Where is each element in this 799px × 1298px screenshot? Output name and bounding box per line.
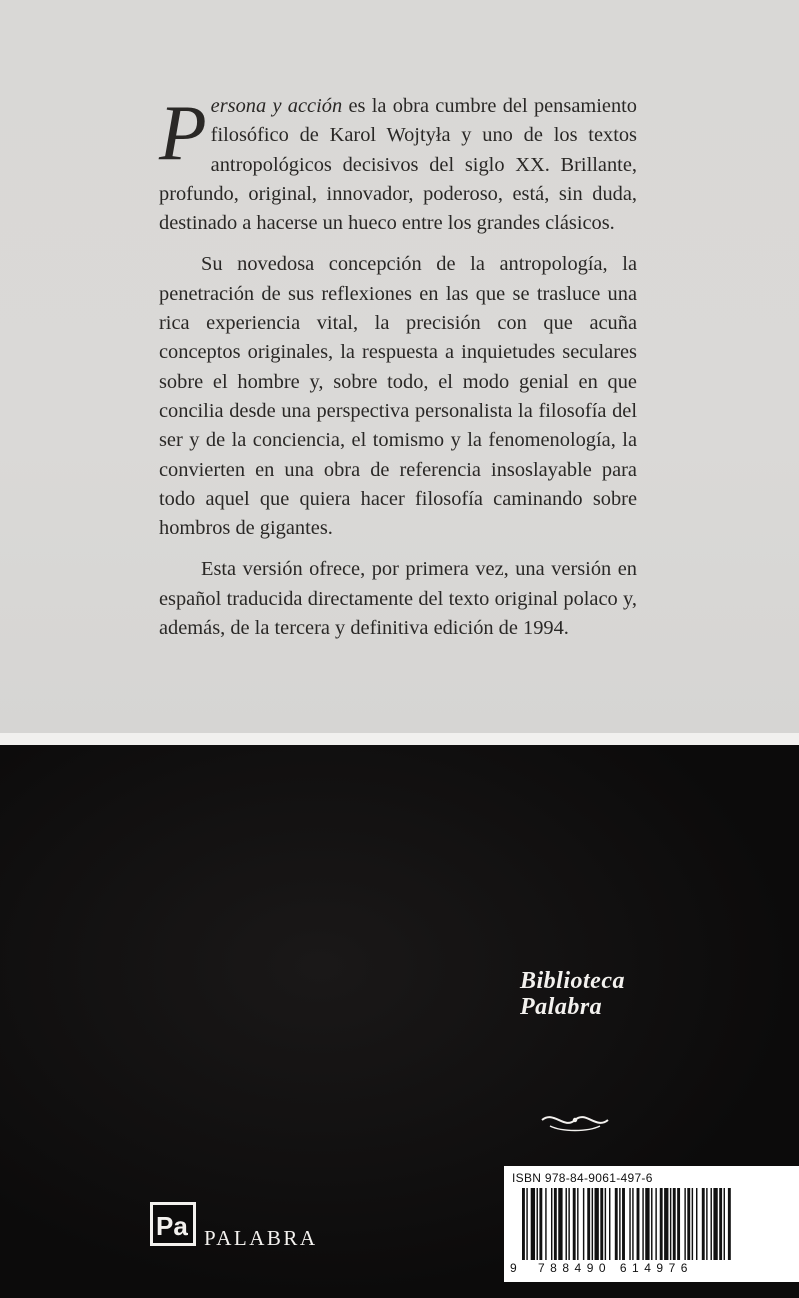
barcode-bar (619, 1188, 620, 1260)
collection-line-2: Palabra (520, 994, 603, 1020)
barcode-bar (592, 1188, 593, 1260)
barcode-bar (692, 1188, 693, 1260)
publisher-logo-letters: Pa (156, 1211, 188, 1241)
barcode-bar (664, 1188, 668, 1260)
barcode-bar (558, 1188, 562, 1260)
blurb-paragraph-3: Esta versión ofrece, por primera vez, una versión en español traducida directamente del texto original polaco y, además, de la tercera y definitiva edición de 1994. (159, 558, 637, 640)
barcode-bar (684, 1188, 685, 1260)
barcode-bar (615, 1188, 618, 1260)
barcode-bar (632, 1188, 633, 1260)
barcode-bar (526, 1188, 527, 1260)
divider-band (0, 733, 799, 745)
barcode-bar (537, 1188, 538, 1260)
drop-cap: P (159, 89, 207, 176)
publisher-logo-icon (153, 1205, 193, 1243)
barcode-bar (554, 1188, 557, 1260)
barcode-bar (568, 1188, 569, 1260)
barcode-bar (660, 1188, 663, 1260)
collection-imprint (520, 968, 640, 1020)
barcode-bar (629, 1188, 630, 1260)
barcode-bar (573, 1188, 576, 1260)
barcode-bar (642, 1188, 643, 1260)
barcode-bars (522, 1188, 784, 1260)
barcode-bar (719, 1188, 722, 1260)
barcode-bar (545, 1188, 546, 1260)
book-title-italic: ersona y acción (210, 95, 343, 117)
barcode-bar (577, 1188, 578, 1260)
blurb-paragraph-1 (159, 89, 637, 238)
barcode-bar (539, 1188, 542, 1260)
barcode-bar (677, 1188, 680, 1260)
barcode-bar (696, 1188, 697, 1260)
blurb-text (159, 89, 637, 655)
barcode-first-digit: 9 (510, 1261, 517, 1275)
barcode-bar (655, 1188, 656, 1260)
isbn-text: ISBN 978-84-9061-497-6 (512, 1171, 653, 1185)
barcode-bar (670, 1188, 671, 1260)
barcode-bar (566, 1188, 567, 1260)
barcode-digits: 788490 614976 (538, 1261, 693, 1275)
barcode-bar (551, 1188, 552, 1260)
barcode-bar (595, 1188, 599, 1260)
barcode-bar (622, 1188, 625, 1260)
barcode-bar (713, 1188, 717, 1260)
publisher-logo (150, 1202, 196, 1246)
publisher-name: PALABRA (204, 1226, 318, 1250)
barcode-bar (673, 1188, 676, 1260)
collection-line-1: Biblioteca (520, 968, 625, 994)
barcode-bar (609, 1188, 610, 1260)
barcode-bar (637, 1188, 640, 1260)
barcode-bar (651, 1188, 652, 1260)
barcode-bar (583, 1188, 584, 1260)
barcode-bar (728, 1188, 731, 1260)
barcode-bar (724, 1188, 725, 1260)
barcode-bar (702, 1188, 705, 1260)
barcode-bar (531, 1188, 535, 1260)
barcode-bar (600, 1188, 603, 1260)
barcode-bar (687, 1188, 690, 1260)
barcode-bar (605, 1188, 606, 1260)
barcode-bar (522, 1188, 525, 1260)
flourish-ornament-icon (540, 1108, 610, 1134)
barcode-bar (645, 1188, 649, 1260)
blurb-paragraph-1-rest: es la obra cumbre del pensamiento filosófico de Karol Wojtyła y uno de los textos antropológicos decisivos del siglo XX. Brillante, profundo, original, innovador, poderoso, está, sin duda, destinado a hacerse un hueco entre los grandes clásicos. (159, 95, 637, 235)
barcode-bar (711, 1188, 712, 1260)
barcode-label (504, 1166, 799, 1282)
blurb-paragraph-2: Su novedosa concepción de la antropología, la penetración de sus reflexiones en las que se trasluce una rica experiencia vital, la precisión con que acuña conceptos originales, la respuesta a inquietudes seculares sobre el hombre y, sobre todo, el modo genial en que concilia desde una perspectiva personalista la filosofía del ser y de la conciencia, el tomismo y la fenomenología, la convierten en una obra de referencia insoslayable para todo aquel que quiera hacer filosofía caminando sobre hombros de gigantes. (159, 253, 637, 540)
barcode-bar (706, 1188, 707, 1260)
barcode-bar (587, 1188, 590, 1260)
